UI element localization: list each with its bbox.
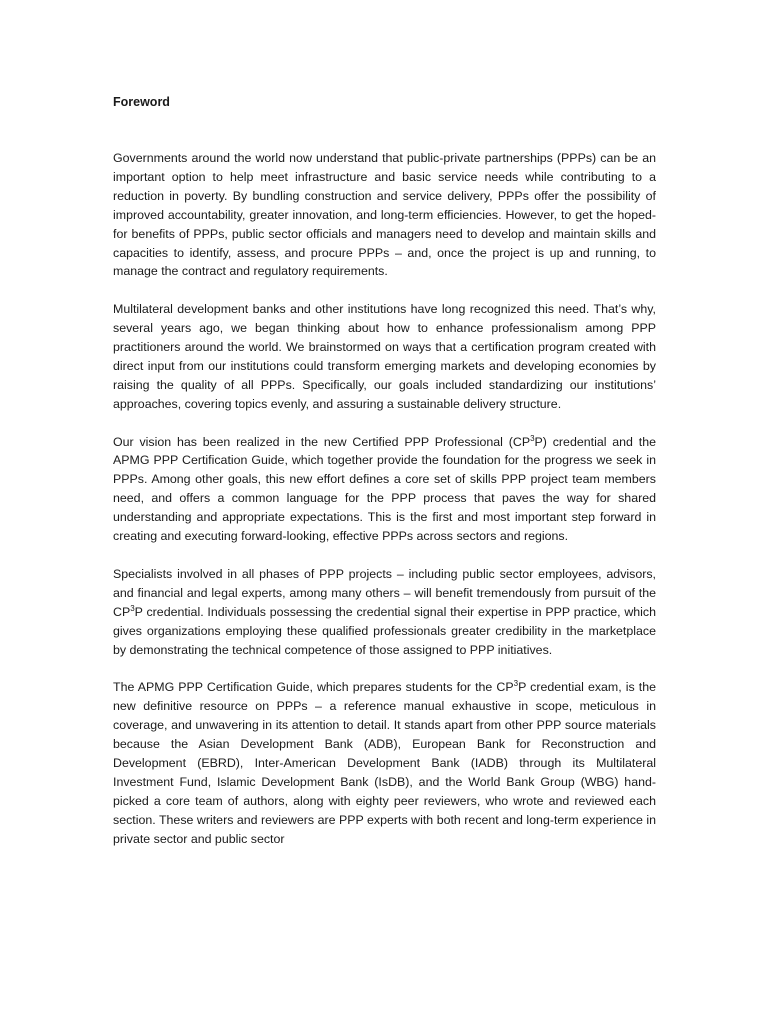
paragraph-text-start: Specialists involved in all phases of PPP projects – including public sector employees, advisors, and financial and legal experts, among many others – will benefit tremendously from pursuit of the CP (113, 566, 656, 619)
paragraph-text: Multilateral development banks and other institutions have long recognized this need. That’s why, several years ago, we began thinking about how to enhance professionalism among PPP practitioners around the world. We brainstormed on ways that a certification program created with direct input from our institutions could transform emerging markets and developing economies by raising the quality of all PPPs. Specifically, our goals included standardizing our institutions’ approaches, covering topics evenly, and assuring a sustainable delivery structure. (113, 302, 656, 411)
page-title: Foreword (113, 95, 170, 109)
paragraph-text-start: Our vision has been realized in the new Certified PPP Professional (CP (113, 434, 531, 449)
paragraph-text-rest: P) credential and the APMG PPP Certification Guide, which together provide the foundation for the progress we seek in PPPs. Among other goals, this new effort defines a core set of skills PPP project team members need, and offers a common language for the PPP process that paves the way for shared understanding and appropriate expectations. This is the first and most important step forward in creating and executing forward-looking, effective PPPs across sectors and regions. (113, 434, 656, 544)
superscript-3: 3 (530, 433, 535, 443)
paragraph-text: Governments around the world now understand that public-private partnerships (PPPs) can be an important option to help meet infrastructure and basic service needs while contributing to a reduction in poverty. By bundling construction and service delivery, PPPs offer the possibility of improved accountability, greater innovation, and long-term efficiencies. However, to get the hoped-for benefits of PPPs, public sector officials and managers need to develop and maintain skills and capacities to identify, assess, and procure PPPs – and, once the project is up and running, to manage the contract and regulatory requirements. (113, 151, 656, 279)
superscript-3: 3 (130, 603, 135, 613)
paragraph-5 (113, 678, 656, 848)
paragraph-3 (113, 433, 656, 546)
paragraph-text-start: The APMG PPP Certification Guide, which prepares students for the CP (113, 680, 514, 695)
paragraph-text-rest: P credential. Individuals possessing the credential signal their expertise in PPP practice, which gives organizations employing these qualified professionals greater credibility in the marketplace by demonstrating the technical competence of those assigned to PPP initiatives. (113, 604, 656, 657)
paragraph-4 (113, 565, 656, 660)
paragraph-2 (113, 300, 656, 413)
document-page (113, 93, 656, 867)
paragraph-1 (113, 149, 656, 281)
superscript-3: 3 (513, 679, 519, 689)
paragraph-text-rest: P credential exam, is the new definitive resource on PPPs – a reference manual exhaustive in scope, meticulous in coverage, and unwavering in its attention to detail. It stands apart from other PPP source materials because the Asian Development Bank (ADB), European Bank for Reconstruction and Development (EBRD), Inter-American Development Bank (IADB) through its Multilateral Investment Fund, Islamic Development Bank (IsDB), and the World Bank Group (WBG) hand-picked a core team of authors, along with eighty peer reviewers, who wrote and reviewed each section. These writers and reviewers are PPP experts with both recent and long-term experience in private sector and public sector (113, 680, 656, 846)
